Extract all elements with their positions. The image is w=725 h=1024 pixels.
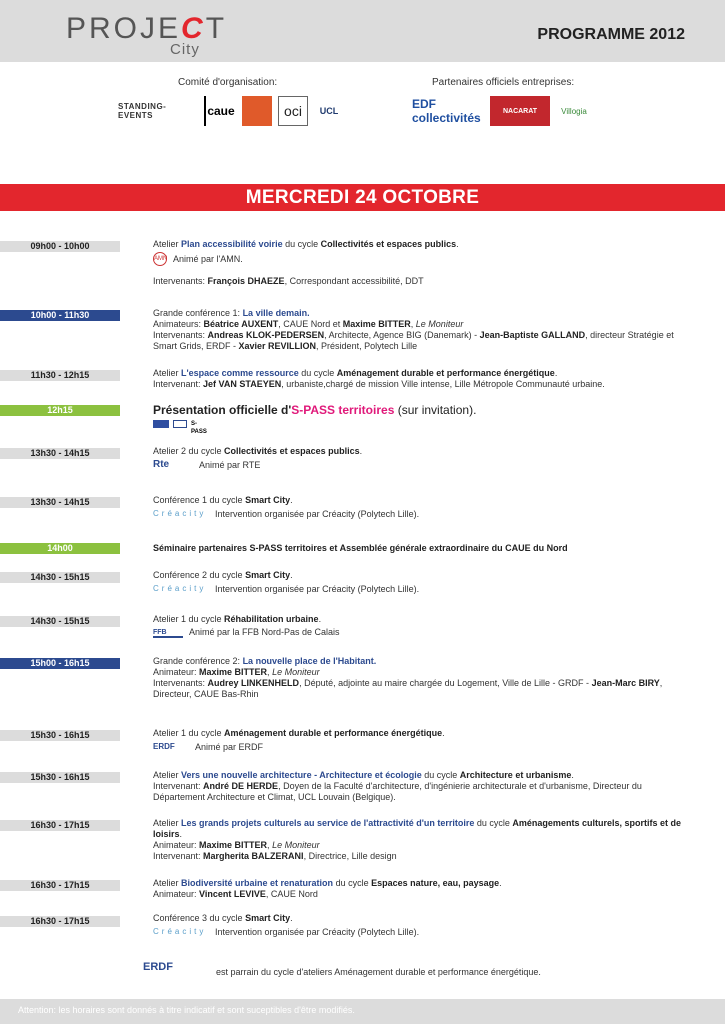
rte-logo: Rte	[153, 459, 170, 470]
partners-label: Partenaires officiels entreprises:	[432, 77, 575, 88]
edf-logo: EDF collectivités	[412, 97, 481, 125]
session-link[interactable]: La nouvelle place de l'Habitant.	[242, 656, 377, 666]
caue-mini-logo	[173, 420, 187, 428]
nacarat-logo: NACARAT	[490, 96, 550, 126]
time-slot: 15h00 - 16h15	[0, 658, 120, 669]
time-slot: 10h00 - 11h30	[0, 310, 120, 321]
eu-flag-icon	[153, 420, 169, 428]
session-entry: Grande conférence 2: La nouvelle place de l'Habitant. Animateur: Maxime BITTER, Le Moniteur Intervenants: Audrey LINKENHELD, Député, adjointe au maire chargée du Logement, Ville de Lille - GRDF - Jean-Marc BIRY, Directeur, CAUE Bas-Rhin	[153, 656, 663, 699]
creacity-logo: Créacity	[153, 509, 207, 518]
session-link[interactable]: La ville demain.	[242, 308, 310, 318]
session-entry: Conférence 1 du cycle Smart City. Créacity Intervention organisée par Créacity (Polytech Lille).	[153, 495, 420, 519]
sponsor-text: est parrain du cycle d'ateliers Aménagement durable et performance énergétique.	[216, 967, 541, 977]
oci-logo: oci	[278, 96, 308, 126]
session-entry: Atelier L'espace comme ressource du cycle Aménagement durable et performance énergétique. Intervenant: Jef VAN STAEYEN, urbaniste,chargé de mission Ville intense, Lille Métropole Communauté urbaine.	[153, 368, 605, 389]
spass-logo: S-PASS	[191, 421, 207, 435]
ffb-logo: FFB	[153, 628, 183, 638]
partner-logos	[412, 95, 592, 127]
session-entry: Atelier Vers une nouvelle architecture - Architecture et écologie du cycle Architecture et urbanisme. Intervenant: André DE HERDE, Doyen de la Faculté d'architecture, d'ingénierie architecturale et d'urbanisme, Directeur du Département Architecture et Climat, UCL Louvain (Belgique).	[153, 770, 642, 802]
session-entry: Conférence 2 du cycle Smart City. Créacity Intervention organisée par Créacity (Polytech Lille).	[153, 570, 420, 594]
session-entry: Grande conférence 1: La ville demain. Animateurs: Béatrice AUXENT, CAUE Nord et Maxime BITTER, Le Moniteur Intervenants: Andreas KLOK-PEDERSEN, Architecte, Agence BIG (Danemark) - Jean-Baptiste GALLAND, directeur Stratégie et Smart Grids, ERDF - Xavier REVILLION, Président, Polytech Lille	[153, 308, 674, 351]
time-slot: 15h30 - 16h15	[0, 730, 120, 741]
session-entry: Atelier 1 du cycle Aménagement durable et performance énergétique. ERDF Animé par ERDF	[153, 728, 445, 752]
header-bar	[0, 0, 725, 62]
footer-bar	[0, 999, 725, 1024]
session-link[interactable]: Vers une nouvelle architecture - Architecture et écologie	[181, 770, 422, 780]
time-slot: 15h30 - 16h15	[0, 772, 120, 783]
time-slot: 12h15	[0, 405, 120, 416]
erdf-logo: ERDF	[153, 742, 175, 751]
time-slot: 14h30 - 15h15	[0, 572, 120, 583]
creacity-logo: Créacity	[153, 927, 207, 936]
ucl-logo: UCL	[319, 105, 339, 116]
erdf-sponsor-logo: ERDF	[143, 961, 173, 973]
spass-logos	[153, 420, 693, 435]
session-entry	[153, 403, 693, 435]
projet-city-logo	[66, 12, 226, 60]
session-entry: Atelier 1 du cycle Réhabilitation urbaine. FFB Animé par la FFB Nord-Pas de Calais	[153, 614, 340, 637]
spass-title: Présentation officielle d'S-PASS territoires (sur invitation).	[153, 403, 477, 417]
session-entry: Séminaire partenaires S-PASS territoires et Assemblée générale extraordinaire du CAUE du Nord	[153, 543, 568, 553]
time-slot: 09h00 - 10h00	[0, 241, 120, 252]
time-slot: 11h30 - 12h15	[0, 370, 120, 381]
red-org-logo	[242, 96, 272, 126]
session-entry: Atelier Plan accessibilité voirie du cycle Collectivités et espaces publics. AMN Animé par l'AMN. Intervenants: François DHAEZE, Correspondant accessibilité, DDT	[153, 239, 459, 286]
footer-note: Attention: les horaires sont donnés à titre indicatif et sont suceptibles d'être modifiés.	[18, 1005, 355, 1015]
logo-sub: City	[170, 41, 200, 58]
session-link[interactable]: Plan accessibilité voirie	[181, 239, 283, 249]
time-slot: 13h30 - 14h15	[0, 448, 120, 459]
session-entry: Atelier Biodiversité urbaine et renaturation du cycle Espaces nature, eau, paysage. Animateur: Vincent LEVIVE, CAUE Nord	[153, 878, 502, 899]
time-slot: 16h30 - 17h15	[0, 916, 120, 927]
time-slot: 16h30 - 17h15	[0, 820, 120, 831]
time-slot: 14h30 - 15h15	[0, 616, 120, 627]
session-link[interactable]: L'espace comme ressource	[181, 368, 299, 378]
logo-wordmark: PROJECT	[66, 12, 228, 45]
standing-events-logo: STANDING-EVENTS	[118, 102, 167, 120]
caue-logo: caue	[204, 96, 236, 126]
session-link[interactable]: Biodiversité urbaine et renaturation	[181, 878, 334, 888]
villogia-logo: Villogia	[561, 106, 587, 116]
time-slot: 13h30 - 14h15	[0, 497, 120, 508]
committee-logos	[118, 95, 344, 127]
committee-label: Comité d'organisation:	[178, 77, 278, 88]
session-entry: Atelier 2 du cycle Collectivités et espaces publics. Rte Animé par RTE	[153, 446, 363, 470]
session-entry: Atelier Les grands projets culturels au service de l'attractivité d'un territoire du cycle Aménagements culturels, sportifs et de loisirs. Animateur: Maxime BITTER, Le Moniteur Intervenant: Margherita BALZERANI, Directrice, Lille design	[153, 818, 681, 861]
programme-title: PROGRAMME 2012	[537, 26, 685, 43]
session-link[interactable]: Les grands projets culturels au service de l'attractivité d'un territoire	[181, 818, 475, 828]
session-entry: Conférence 3 du cycle Smart City. Créacity Intervention organisée par Créacity (Polytech Lille).	[153, 913, 420, 937]
amn-logo: AMN	[153, 252, 167, 266]
time-slot: 16h30 - 17h15	[0, 880, 120, 891]
creacity-logo: Créacity	[153, 584, 207, 593]
time-slot: 14h00	[0, 543, 120, 554]
day-banner: MERCREDI 24 OCTOBRE	[0, 184, 725, 211]
